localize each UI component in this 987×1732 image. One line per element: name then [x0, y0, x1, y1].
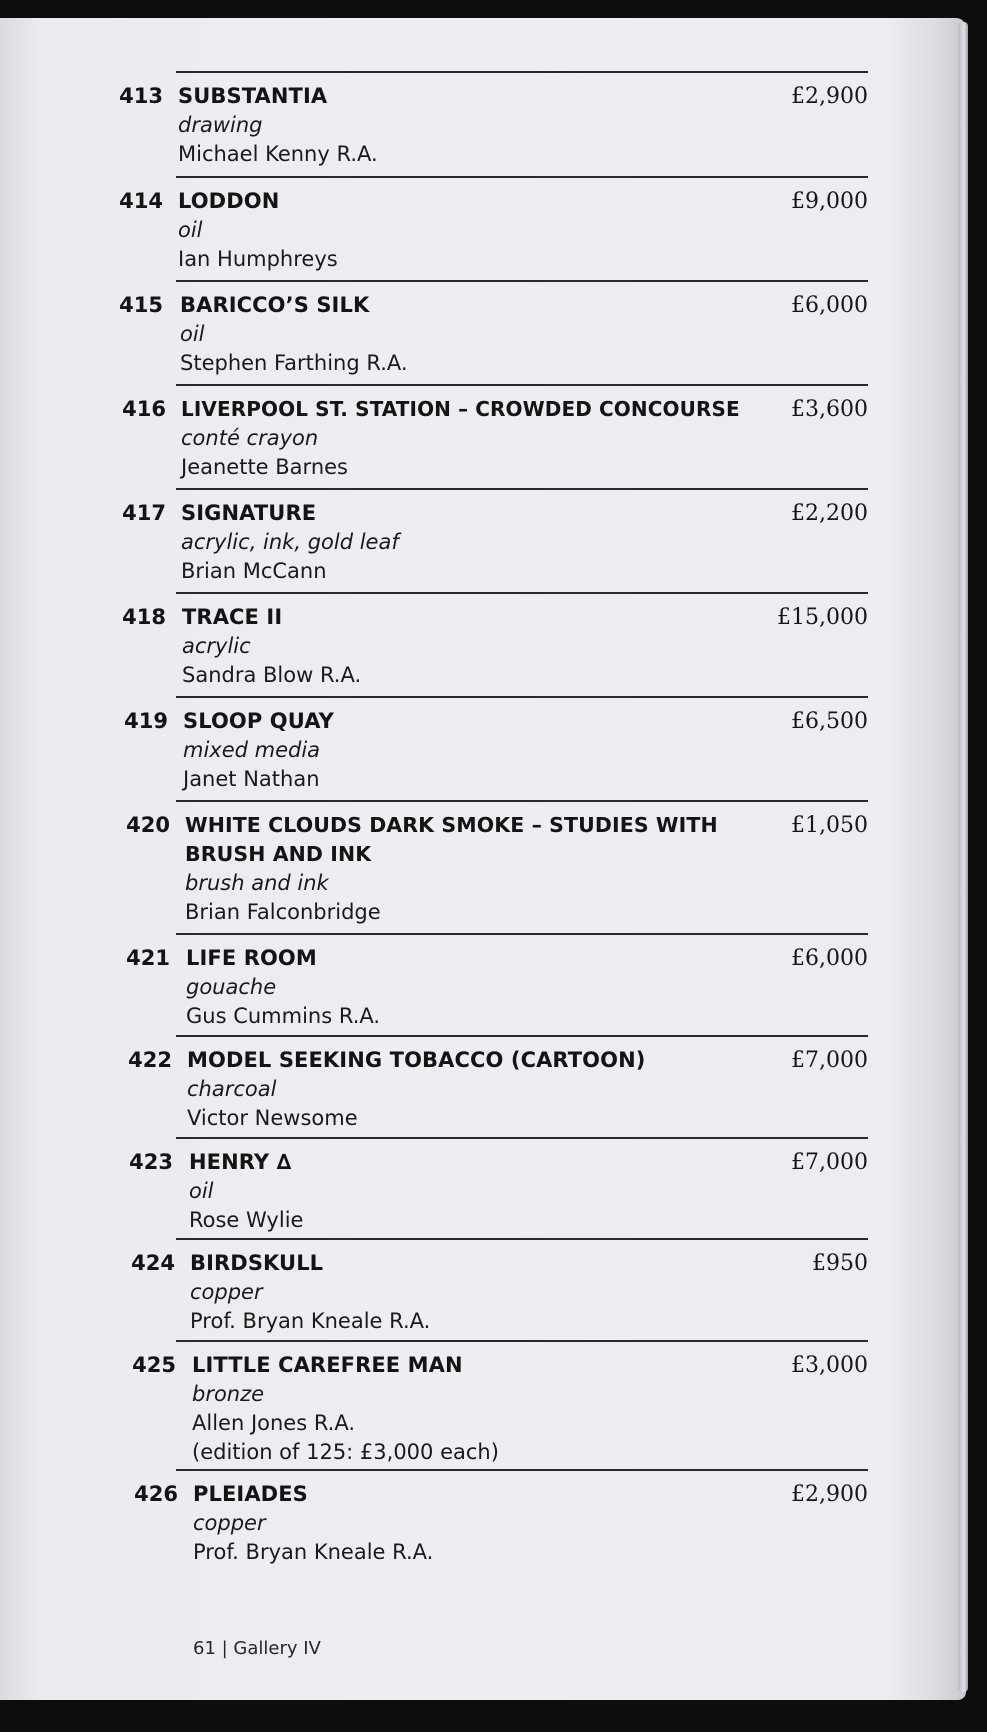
entry-artist: Allen Jones R.A. — [192, 1411, 356, 1435]
entry-artist: Ian Humphreys — [178, 247, 338, 271]
entry-divider — [176, 1469, 868, 1471]
entry-number: 418 — [122, 605, 166, 629]
entry-artist: Prof. Bryan Kneale R.A. — [190, 1309, 431, 1333]
entry-title: HENRY ∆ — [189, 1150, 292, 1174]
entry-number: 419 — [124, 709, 168, 733]
entry-artist: Rose Wylie — [189, 1208, 304, 1232]
entry-medium: mixed media — [183, 738, 321, 762]
entry-number: 413 — [119, 84, 163, 108]
entry-medium: copper — [190, 1280, 263, 1304]
entry-number: 415 — [119, 293, 163, 317]
entry-title: MODEL SEEKING TOBACCO (CARTOON) — [187, 1048, 646, 1072]
entry-artist: Gus Cummins R.A. — [186, 1004, 381, 1028]
entry-price: £1,050 — [791, 813, 868, 838]
entry-number: 414 — [119, 189, 163, 213]
entry-medium: oil — [189, 1179, 214, 1203]
entry-number: 424 — [131, 1251, 175, 1275]
entry-medium: charcoal — [187, 1077, 277, 1101]
entry-medium: drawing — [178, 113, 263, 137]
entry-number: 416 — [122, 397, 166, 421]
entry-divider — [176, 1035, 868, 1037]
entry-divider — [176, 696, 868, 698]
entry-number: 425 — [132, 1353, 176, 1377]
entry-title: SUBSTANTIA — [178, 84, 328, 108]
entry-title: LODDON — [178, 189, 280, 213]
entry-number: 420 — [126, 813, 170, 837]
entry-price: £950 — [812, 1251, 868, 1276]
entry-title: LITTLE CAREFREE MAN — [192, 1353, 463, 1377]
entry-price: £3,600 — [791, 397, 868, 422]
entry-price: £7,000 — [791, 1150, 868, 1175]
entry-artist: Stephen Farthing R.A. — [180, 351, 408, 375]
entry-divider — [176, 384, 868, 386]
entry-medium: copper — [193, 1511, 266, 1535]
entry-number: 422 — [128, 1048, 172, 1072]
entry-price: £9,000 — [791, 189, 868, 214]
entry-title: PLEIADES — [193, 1482, 308, 1506]
entry-title: SIGNATURE — [181, 501, 317, 525]
entry-divider — [176, 176, 868, 178]
entry-artist: Sandra Blow R.A. — [182, 663, 362, 687]
entry-number: 423 — [129, 1150, 173, 1174]
entry-medium: oil — [178, 218, 203, 242]
entry-divider — [176, 800, 868, 802]
entry-title-line-2: BRUSH AND INK — [185, 842, 372, 866]
entry-artist: Brian McCann — [181, 559, 327, 583]
entry-divider — [176, 280, 868, 282]
entry-number: 426 — [134, 1482, 178, 1506]
entry-price: £6,000 — [791, 293, 868, 318]
entry-number: 421 — [126, 946, 170, 970]
entry-divider — [176, 1238, 868, 1240]
entry-medium: acrylic, ink, gold leaf — [181, 530, 399, 554]
page-edge — [958, 22, 968, 1692]
entry-medium: oil — [180, 322, 205, 346]
entry-title: BARICCO’S SILK — [180, 293, 370, 317]
entry-medium: acrylic — [182, 634, 251, 658]
entry-price: £2,200 — [791, 501, 868, 526]
entry-price: £3,000 — [791, 1353, 868, 1378]
entry-artist: Michael Kenny R.A. — [178, 142, 378, 166]
entry-divider — [176, 1137, 868, 1139]
entry-medium: gouache — [186, 975, 277, 999]
entry-divider — [176, 1340, 868, 1342]
entry-title: LIVERPOOL ST. STATION – CROWDED CONCOURSE — [181, 397, 740, 421]
entry-medium: bronze — [192, 1382, 265, 1406]
entry-price: £2,900 — [791, 1482, 868, 1507]
entry-price: £6,000 — [791, 946, 868, 971]
entry-price: £15,000 — [777, 605, 868, 630]
entry-medium: brush and ink — [185, 871, 329, 895]
entry-artist: Brian Falconbridge — [185, 900, 381, 924]
entry-divider — [176, 933, 868, 935]
entry-artist: Jeanette Barnes — [181, 455, 348, 479]
entry-edition-note: (edition of 125: £3,000 each) — [192, 1440, 499, 1464]
entry-divider — [176, 71, 868, 73]
entry-divider — [176, 488, 868, 490]
entry-title: SLOOP QUAY — [183, 709, 334, 733]
entry-number: 417 — [122, 501, 166, 525]
entry-price: £2,900 — [791, 84, 868, 109]
entry-artist: Janet Nathan — [183, 767, 320, 791]
entry-medium: conté crayon — [181, 426, 319, 450]
page-footer: 61 | Gallery IV — [193, 1638, 321, 1659]
entry-artist: Prof. Bryan Kneale R.A. — [193, 1540, 434, 1564]
entry-price: £6,500 — [791, 709, 868, 734]
entry-title: BIRDSKULL — [190, 1251, 324, 1275]
entry-title: TRACE II — [182, 605, 283, 629]
entry-title: LIFE ROOM — [186, 946, 317, 970]
entry-price: £7,000 — [791, 1048, 868, 1073]
entry-divider — [176, 592, 868, 594]
entry-title: WHITE CLOUDS DARK SMOKE – STUDIES WITH — [185, 813, 718, 837]
entry-artist: Victor Newsome — [187, 1106, 358, 1130]
